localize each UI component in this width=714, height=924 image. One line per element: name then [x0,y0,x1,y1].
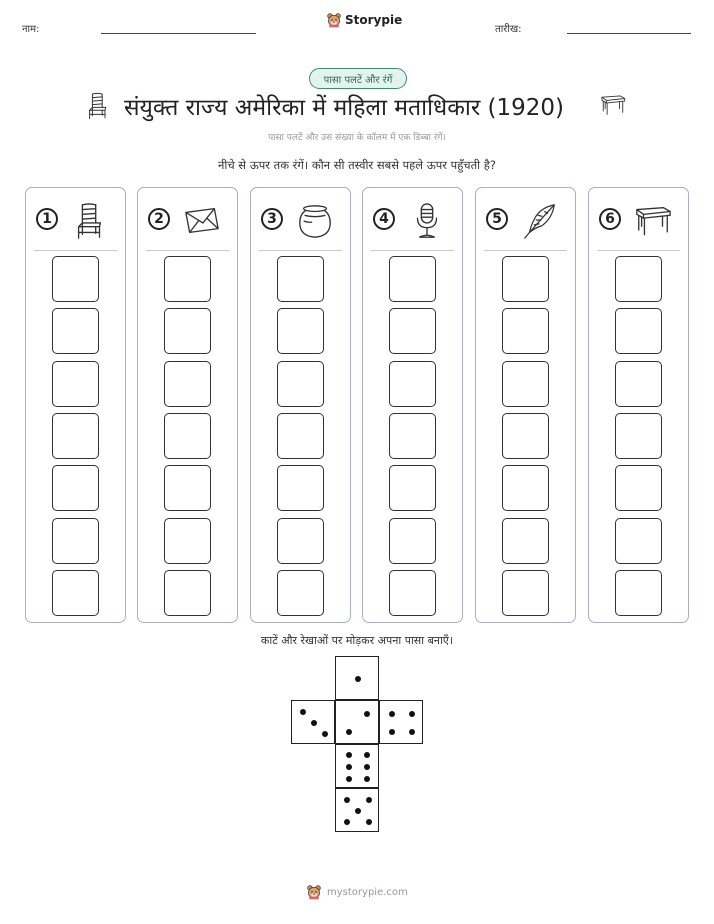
color-box[interactable] [502,518,549,564]
dice-pip [322,731,328,737]
column-divider [259,250,342,251]
dice-pip [311,720,317,726]
dice-pip [364,711,370,717]
color-box[interactable] [615,465,662,511]
column-header [589,188,688,250]
color-box[interactable] [389,570,436,616]
date-label: तारीख: [495,24,522,35]
bear-icon [326,12,342,28]
brand-logo [326,12,402,28]
color-box[interactable] [164,465,211,511]
column-header [138,188,237,250]
dice-face-1 [335,656,379,700]
color-box[interactable] [615,308,662,354]
column-3 [250,187,351,623]
column-header [476,188,575,250]
color-box[interactable] [502,361,549,407]
dice-pip [364,764,370,770]
color-box[interactable] [277,308,324,354]
name-label: नाम: [22,24,40,35]
column-1 [25,187,126,623]
color-box[interactable] [52,308,99,354]
dice-pip [366,797,372,803]
dice-pip [364,752,370,758]
color-box[interactable] [164,308,211,354]
brand-name: Storypie [345,13,403,27]
color-box[interactable] [502,413,549,459]
column-header [26,188,125,250]
color-box[interactable] [615,518,662,564]
dice-pip [346,764,352,770]
color-box[interactable] [502,256,549,302]
column-divider [597,250,680,251]
instruction-text: नीचे से ऊपर तक रंगें। कौन सी तस्वीर सबसे पहले ऊपर पहुँचती है? [217,158,497,172]
feather-quill-icon [520,202,560,240]
dice-face-6 [335,744,379,788]
color-box[interactable] [502,465,549,511]
color-box[interactable] [277,465,324,511]
dice-pip [409,711,415,717]
color-box[interactable] [277,256,324,302]
column-number: 4 [373,208,395,230]
column-header [363,188,462,250]
footer-url[interactable]: mystorypie.com [327,886,408,898]
column-number: 5 [486,208,508,230]
color-box[interactable] [164,570,211,616]
color-box[interactable] [164,256,211,302]
table-icon [596,92,630,118]
column-2 [137,187,238,623]
color-box[interactable] [615,413,662,459]
column-5 [475,187,576,623]
color-box[interactable] [615,361,662,407]
page-title: संयुक्त राज्य अमेरिका में महिला मताधिकार (1920) [124,95,565,121]
color-box[interactable] [615,256,662,302]
column-number: 3 [261,208,283,230]
color-box[interactable] [389,413,436,459]
dice-pip [366,819,372,825]
column-divider [371,250,454,251]
color-box[interactable] [164,361,211,407]
cut-instruction: काटें और रेखाओं पर मोड़कर अपना पासा बनाएँ। [260,634,454,647]
color-box[interactable] [389,518,436,564]
activity-badge: पासा पलटें और रंगें [309,68,407,89]
color-box[interactable] [52,465,99,511]
column-6 [588,187,689,623]
dice-pip [344,819,350,825]
color-box[interactable] [615,570,662,616]
color-box[interactable] [277,570,324,616]
column-divider [34,250,117,251]
dice-face-2 [335,700,379,744]
chair-icon [70,202,110,240]
dice-face-3 [291,700,335,744]
dice-pip [300,709,306,715]
dice-face-4 [379,700,423,744]
chair-icon [84,89,112,123]
color-box[interactable] [389,465,436,511]
color-box[interactable] [389,256,436,302]
color-box[interactable] [502,570,549,616]
pot-icon [295,202,335,240]
dice-pip [346,752,352,758]
footer [306,884,408,900]
column-divider [484,250,567,251]
color-box[interactable] [52,570,99,616]
column-divider [146,250,229,251]
color-box[interactable] [502,308,549,354]
color-box[interactable] [277,518,324,564]
dice-pip [409,729,415,735]
column-number: 6 [599,208,621,230]
dice-pip [389,729,395,735]
column-4 [362,187,463,623]
color-box[interactable] [164,518,211,564]
color-box[interactable] [164,413,211,459]
color-box[interactable] [277,413,324,459]
dice-pip [389,711,395,717]
color-box[interactable] [52,361,99,407]
bear-icon [306,884,322,900]
dice-pip [355,808,361,814]
color-box[interactable] [52,518,99,564]
page-subtitle: पासा पलटें और उस संख्या के कॉलम में एक डिब्बा रंगें। [268,133,446,143]
dice-pip [364,776,370,782]
column-header [251,188,350,250]
color-box[interactable] [52,413,99,459]
color-box[interactable] [52,256,99,302]
column-number: 1 [36,208,58,230]
color-box[interactable] [389,308,436,354]
envelope-icon [182,202,222,240]
microphone-icon [407,202,447,240]
column-number: 2 [148,208,170,230]
table-icon [633,202,673,240]
name-field-line[interactable] [101,33,256,34]
dice-pip [344,797,350,803]
dice-pip [346,776,352,782]
color-box[interactable] [389,361,436,407]
dice-pip [346,729,352,735]
dice-face-5 [335,788,379,832]
date-field-line[interactable] [567,33,691,34]
color-box[interactable] [277,361,324,407]
dice-pip [355,676,361,682]
